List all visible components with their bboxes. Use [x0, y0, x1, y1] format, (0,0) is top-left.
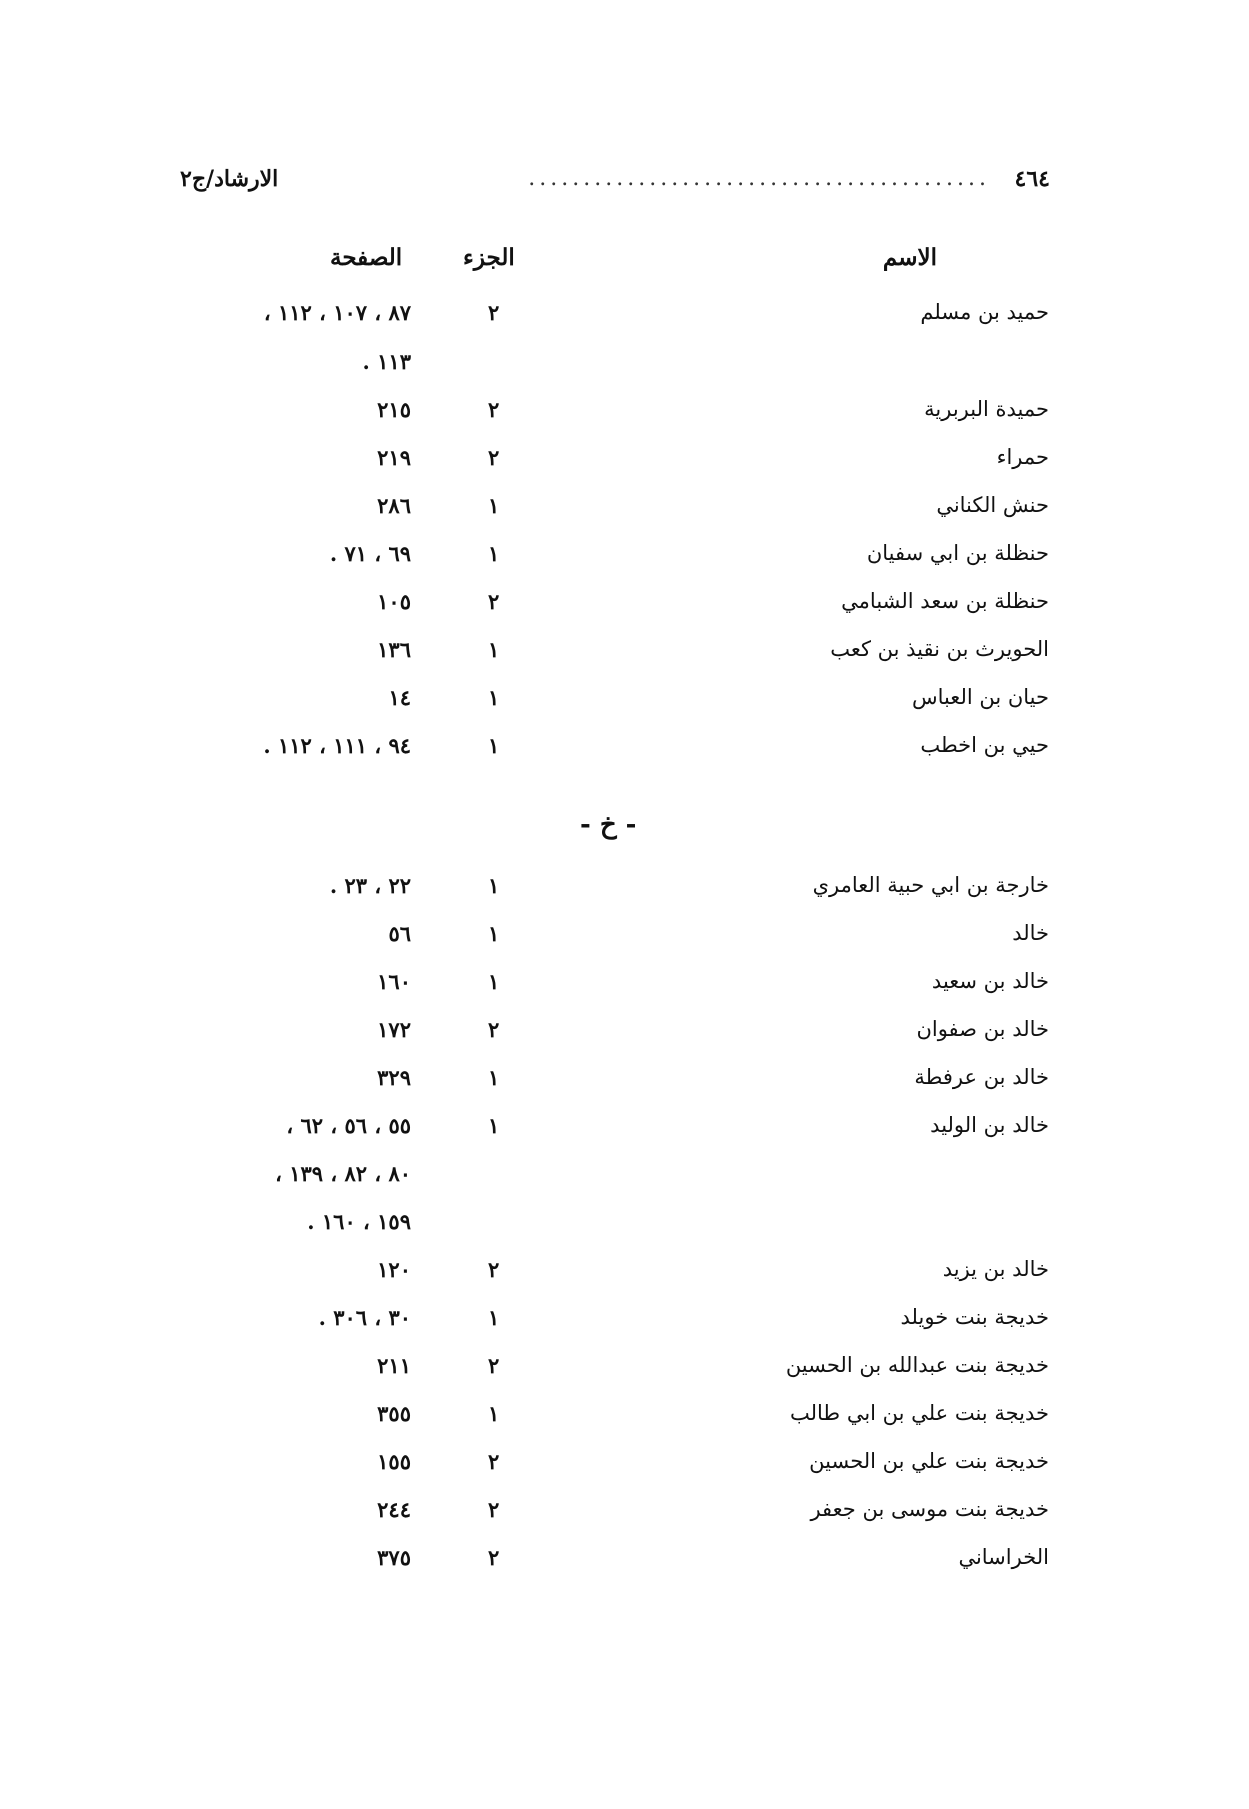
- entry-pages: ٢١٩: [377, 445, 411, 470]
- header-leader-dots: ..........................................: [528, 166, 990, 191]
- section-letter: - خ -: [580, 810, 637, 840]
- entry-pages: ١٤: [388, 685, 411, 710]
- entry-volume: ١: [488, 873, 500, 898]
- entry-pages: ١٥٩ ، ١٦٠ .: [307, 1209, 411, 1234]
- entry-pages: ٨٠ ، ٨٢ ، ١٣٩ ،: [275, 1161, 411, 1186]
- entry-volume: ٢: [488, 300, 500, 325]
- column-header-name: الاسم: [882, 244, 937, 271]
- entry-pages: ١٦٠: [377, 969, 411, 994]
- index-entry: [0, 1401, 1249, 1441]
- entry-volume: ١: [488, 969, 500, 994]
- column-header-volume: الجزء: [463, 244, 515, 271]
- index-entry: [0, 1305, 1249, 1345]
- entry-name: خديجة بنت موسى بن جعفر: [810, 1497, 1049, 1521]
- index-entry: [0, 1449, 1249, 1489]
- entry-name: خديجة بنت عبدالله بن الحسين: [785, 1353, 1049, 1377]
- entry-volume: ٢: [488, 397, 500, 422]
- entry-pages: ٥٦: [388, 921, 411, 946]
- entry-name: خديجة بنت خويلد: [900, 1305, 1049, 1329]
- index-entry: [0, 685, 1249, 725]
- entry-pages: ٢١٥: [377, 397, 411, 422]
- entry-volume: ٢: [488, 445, 500, 470]
- index-entry: [0, 1161, 1249, 1201]
- entry-volume: ١: [488, 1113, 500, 1138]
- index-entry: [0, 300, 1249, 340]
- entry-volume: ٢: [488, 589, 500, 614]
- index-entry: [0, 493, 1249, 533]
- running-header: [180, 166, 1050, 202]
- entry-name: الخراساني: [958, 1545, 1049, 1569]
- entry-pages: ١٥٥: [377, 1449, 411, 1474]
- book-title: الارشاد/ج٢: [180, 166, 279, 192]
- entry-volume: ١: [488, 1065, 500, 1090]
- index-entry: [0, 589, 1249, 629]
- index-entry: [0, 921, 1249, 961]
- entry-name: حميدة البربرية: [924, 397, 1049, 421]
- entry-name: خالد: [1012, 921, 1049, 945]
- index-entry: [0, 873, 1249, 913]
- entry-volume: ١: [488, 637, 500, 662]
- entry-name: حميد بن مسلم: [920, 300, 1049, 324]
- index-entry: [0, 349, 1249, 389]
- entry-pages: ١١٣ .: [362, 349, 411, 374]
- entry-name: الحويرث بن نقيذ بن كعب: [830, 637, 1049, 661]
- index-entry: [0, 1353, 1249, 1393]
- entry-pages: ٣٥٥: [377, 1401, 411, 1426]
- index-entry: [0, 1545, 1249, 1585]
- entry-pages: ١٣٦: [377, 637, 411, 662]
- entry-name: خديجة بنت علي بن ابي طالب: [790, 1401, 1049, 1425]
- entry-pages: ٣٠ ، ٣٠٦ .: [318, 1305, 411, 1330]
- entry-name: خديجة بنت علي بن الحسين: [809, 1449, 1049, 1473]
- entry-pages: ٣٧٥: [377, 1545, 411, 1570]
- entry-pages: ١٢٠: [377, 1257, 411, 1282]
- entry-pages: ٢١١: [377, 1353, 411, 1378]
- entry-volume: ٢: [488, 1257, 500, 1282]
- entry-volume: ١: [488, 685, 500, 710]
- page-number: ٤٦٤: [1014, 166, 1050, 192]
- entry-name: خالد بن صفوان: [916, 1017, 1049, 1041]
- index-entry: [0, 1257, 1249, 1297]
- index-entry: [0, 969, 1249, 1009]
- index-entry: [0, 1497, 1249, 1537]
- entry-name: خالد بن الوليد: [930, 1113, 1049, 1137]
- entry-pages: ١٠٥: [377, 589, 411, 614]
- column-header-page: الصفحة: [330, 244, 403, 271]
- index-entry: [0, 541, 1249, 581]
- entry-name: حنظلة بن سعد الشبامي: [841, 589, 1049, 613]
- index-entry: [0, 397, 1249, 437]
- entry-volume: ١: [488, 921, 500, 946]
- entry-volume: ٢: [488, 1449, 500, 1474]
- entry-pages: ٦٩ ، ٧١ .: [329, 541, 411, 566]
- entry-volume: ٢: [488, 1497, 500, 1522]
- entry-pages: ١٧٢: [377, 1017, 411, 1042]
- index-entry: [0, 1017, 1249, 1057]
- entry-volume: ٢: [488, 1017, 500, 1042]
- entry-volume: ١: [488, 541, 500, 566]
- entry-name: حيي بن اخطب: [920, 733, 1049, 757]
- entry-volume: ١: [488, 1401, 500, 1426]
- entry-name: حنظلة بن ابي سفيان: [866, 541, 1049, 565]
- index-entry: [0, 1065, 1249, 1105]
- entry-volume: ١: [488, 733, 500, 758]
- entry-volume: ١: [488, 493, 500, 518]
- entry-pages: ٢٢ ، ٢٣ .: [329, 873, 411, 898]
- entry-pages: ٩٤ ، ١١١ ، ١١٢ .: [263, 733, 411, 758]
- entry-name: خارجة بن ابي حبية العامري: [812, 873, 1049, 897]
- entry-pages: ٥٥ ، ٥٦ ، ٦٢ ،: [286, 1113, 411, 1138]
- index-entry: [0, 1113, 1249, 1153]
- entry-name: حيان بن العباس: [911, 685, 1049, 709]
- index-entry: [0, 1209, 1249, 1249]
- entry-pages: ٢٨٦: [377, 493, 411, 518]
- index-entry: [0, 637, 1249, 677]
- entry-name: حمراء: [996, 445, 1049, 469]
- entry-name: خالد بن يزيد: [942, 1257, 1049, 1281]
- entry-name: خالد بن سعيد: [931, 969, 1049, 993]
- entry-volume: ١: [488, 1305, 500, 1330]
- index-entry: [0, 733, 1249, 773]
- entry-name: حنش الكناني: [936, 493, 1049, 517]
- entry-volume: ٢: [488, 1545, 500, 1570]
- entry-pages: ٣٢٩: [377, 1065, 411, 1090]
- entry-volume: ٢: [488, 1353, 500, 1378]
- entry-name: خالد بن عرفطة: [914, 1065, 1049, 1089]
- index-entry: [0, 445, 1249, 485]
- entry-pages: ٨٧ ، ١٠٧ ، ١١٢ ،: [263, 300, 411, 325]
- entry-pages: ٢٤٤: [377, 1497, 411, 1522]
